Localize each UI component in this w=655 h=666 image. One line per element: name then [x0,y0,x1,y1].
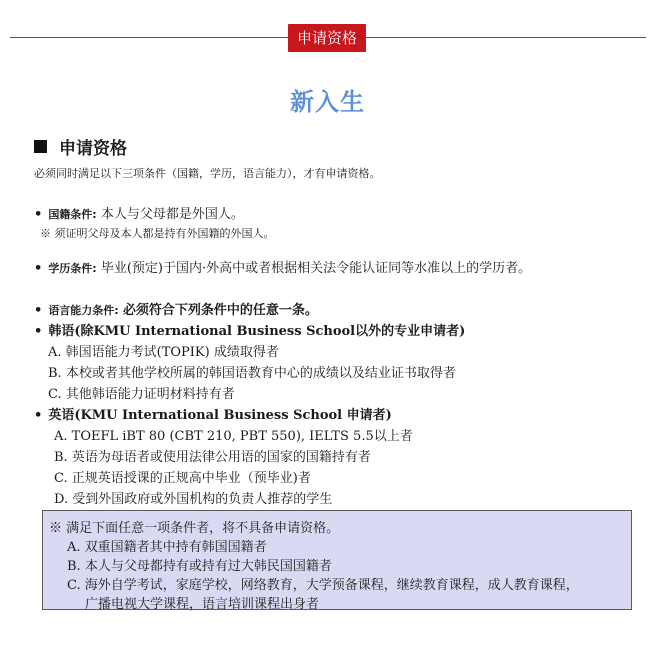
korean-item-c: C. 其他韩语能力证明材料持有者 [48,387,235,402]
bullet-icon: • [34,303,43,318]
korean-title-text: 韩语(除KMU International Business School以外的专业申请者) [48,324,466,339]
exclusion-note-box [42,510,632,610]
nationality-label: 国籍条件: [48,208,97,221]
korean-title [34,320,465,339]
korean-item-b: B. 本校或者其他学校所属的韩国语教育中心的成绩以及结业证书取得者 [48,366,456,381]
section-heading-text: 申请资格 [59,139,127,159]
bullet-icon: • [34,408,43,423]
education-text: 毕业(预定)于国内·外高中或者根据相关法令能认证同等水准以上的学历者。 [100,261,532,276]
english-title [34,404,392,423]
education-condition [34,257,531,276]
education-label: 学历条件: [48,262,97,275]
nationality-text: 本人与父母都是外国人。 [100,207,244,222]
language-label: 语言能力条件: [48,304,119,317]
english-item-d: D. 受到外国政府或外国机构的负责人推荐的学生 [54,492,333,507]
exclusion-item-c: C. 海外自学考试，家庭学校，网络教育，大学预备课程，继续教育课程，成人教育课程， [67,578,579,593]
english-item-a: A. TOEFL iBT 80 (CBT 210, PBT 550), IELTS 5.5以上者 [54,429,413,444]
page-title: 新入生 [290,88,365,116]
nationality-note: ※ 须证明父母及本人都是持有外国籍的外国人。 [40,227,275,240]
exclusion-item-b: B. 本人与父母都持有或持有过大韩民国国籍者 [67,559,332,574]
bullet-icon: • [34,261,43,276]
nationality-condition [34,203,244,222]
section-heading [34,134,127,159]
section-badge: 申请资格 [288,24,366,52]
exclusion-item-a: A. 双重国籍者其中持有韩国国籍者 [67,540,267,555]
english-title-text: 英语(KMU International Business School 申请者) [48,408,392,423]
english-item-b: B. 英语为母语者或使用法律公用语的国家的国籍持有者 [54,450,371,465]
english-item-c: C. 正规英语授课的正规高中毕业（预毕业)者 [54,471,311,486]
section-intro: 必须同时满足以下三项条件（国籍，学历，语言能力），才有申请资格。 [34,167,381,180]
korean-item-a: A. 韩国语能力考试(TOPIK) 成绩取得者 [48,345,279,360]
bullet-icon: • [34,207,43,222]
language-text: 必须符合下列条件中的任意一条。 [122,303,318,318]
bullet-icon: • [34,324,43,339]
language-condition [34,299,318,318]
exclusion-item-c-continuation: 广播电视大学课程，语言培训课程出身者 [85,597,320,612]
square-bullet-icon [34,140,47,153]
exclusion-note-header: ※ 满足下面任意一项条件者，将不具备申请资格。 [49,521,340,536]
